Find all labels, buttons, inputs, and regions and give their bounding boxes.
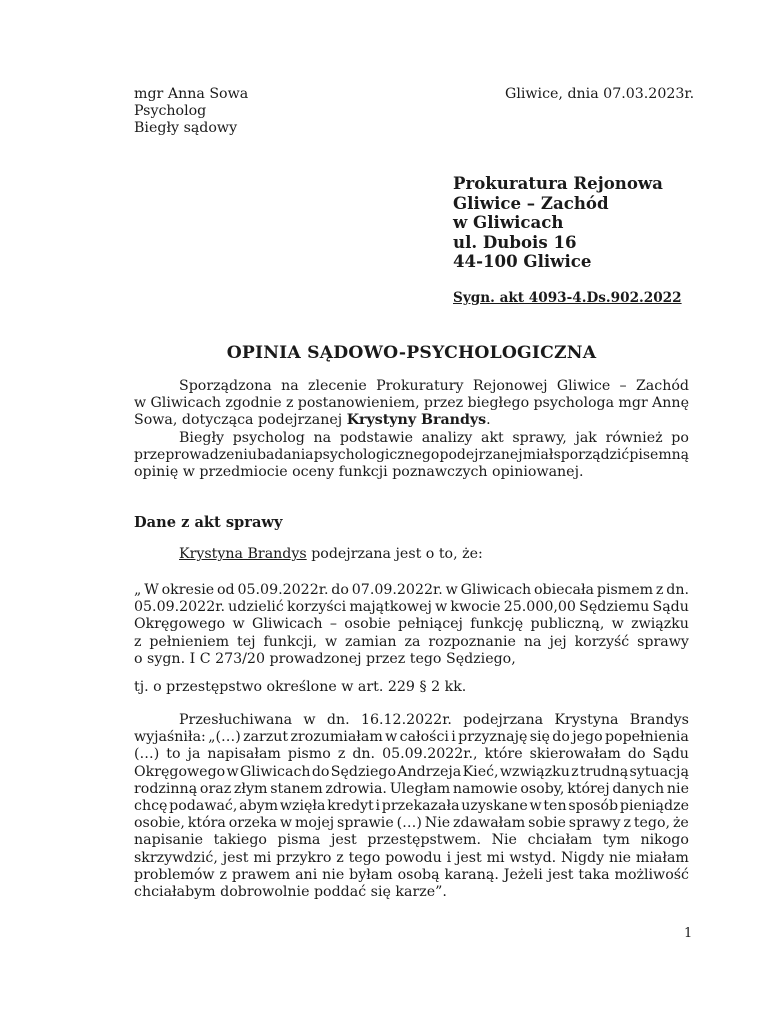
word: jej xyxy=(549,633,567,650)
word: do xyxy=(331,582,349,598)
text-run: opinię w przedmiocie oceny funkcji poznawczych opiniowanej. xyxy=(134,463,584,480)
word: z xyxy=(285,395,294,412)
word: podejrzana xyxy=(463,712,544,728)
justified-line xyxy=(134,464,689,481)
word: z xyxy=(655,582,664,598)
word: pismem xyxy=(596,582,654,598)
word: sprawy, xyxy=(512,429,567,446)
word: pismo xyxy=(287,746,331,763)
word: Sporządzona xyxy=(179,378,272,394)
word: zamian xyxy=(345,633,397,650)
word: Sędziego xyxy=(330,763,396,780)
word: karaną. xyxy=(444,866,499,883)
justified-line xyxy=(134,378,689,395)
word: Nie xyxy=(491,832,517,849)
word: – xyxy=(329,616,337,633)
word: ja xyxy=(187,746,201,763)
word: sprawy xyxy=(637,633,689,650)
word: przez xyxy=(423,395,464,412)
word: której xyxy=(567,780,610,797)
word: jest xyxy=(455,849,482,866)
word: psycholog xyxy=(232,429,305,446)
word: i xyxy=(451,729,456,746)
word: jest xyxy=(222,849,249,866)
word: Przesłuchiwana xyxy=(179,712,293,728)
word: powodu xyxy=(385,849,442,866)
word: i xyxy=(375,797,381,814)
word: ani xyxy=(295,866,318,883)
justified-line xyxy=(134,599,689,616)
justified-line xyxy=(134,616,689,633)
section-heading: Dane z akt sprawy xyxy=(134,514,283,531)
word: która xyxy=(187,815,226,832)
word: z xyxy=(336,849,344,866)
word: osobą xyxy=(397,866,440,883)
word: kwocie xyxy=(450,599,501,616)
text-run: tj. o przestępstwo określone w art. 229 § 2 kk. xyxy=(134,679,467,695)
intro-section xyxy=(134,378,689,481)
word: mojej xyxy=(294,815,335,832)
word: abym xyxy=(239,797,279,814)
word: z xyxy=(623,815,631,832)
word: 25.000,00 xyxy=(503,599,576,616)
word: takiego xyxy=(213,832,267,849)
word: pełnieniem xyxy=(149,633,230,650)
word: W xyxy=(144,582,159,598)
word: nikogo xyxy=(640,832,689,849)
word: oraz xyxy=(199,780,232,797)
word: w xyxy=(324,633,338,650)
word: Kieć, xyxy=(462,763,499,780)
word: osobie, xyxy=(134,815,185,832)
word: miał xyxy=(522,446,554,463)
word: trudną xyxy=(579,763,629,780)
word: jest xyxy=(547,866,574,883)
word: złym xyxy=(233,780,268,797)
word: Nigdy xyxy=(561,849,605,866)
justified-line xyxy=(134,712,689,729)
word: za xyxy=(404,633,421,650)
word: w xyxy=(435,599,448,616)
word: Sądu xyxy=(652,599,689,616)
word: w xyxy=(303,712,316,728)
addressee-line: Gliwice – Zachód xyxy=(453,192,609,213)
word: „(…) xyxy=(208,729,241,746)
word: pisemną xyxy=(629,446,689,463)
word: pełniącej xyxy=(397,616,463,633)
author-block xyxy=(134,86,394,138)
word: pieniądze xyxy=(619,797,689,814)
word: przekazała xyxy=(381,797,460,814)
addressee-line: Prokuratura Rejonowa xyxy=(453,173,663,193)
word: „ xyxy=(134,582,142,598)
word: sposób xyxy=(568,797,619,814)
word: Gliwicach xyxy=(251,616,323,633)
word: przykro xyxy=(276,849,332,866)
word: Prokuratury xyxy=(376,378,464,394)
word: w xyxy=(279,815,293,832)
word: dn. xyxy=(352,746,376,763)
suspect-name-bold: Krystyny Brandys xyxy=(346,412,487,429)
word: popełnienia xyxy=(604,729,689,746)
word: mi xyxy=(253,849,272,866)
word: namowie xyxy=(452,780,518,797)
word: dn. xyxy=(326,712,350,728)
word: podawać, xyxy=(169,797,238,814)
word: okresie xyxy=(161,582,215,598)
word: stanem xyxy=(270,780,323,797)
word: Gliwicach xyxy=(150,395,222,412)
addressee-line: 44-100 Gliwice xyxy=(453,251,592,271)
word: 07.09.2022r. xyxy=(351,582,443,598)
word: Rejonowej xyxy=(472,378,548,394)
word: zdrowia. xyxy=(325,780,387,797)
word: po xyxy=(671,429,689,446)
justified-line xyxy=(134,729,689,746)
word: w xyxy=(385,729,398,746)
word: funkcji, xyxy=(263,633,317,650)
suspect-line xyxy=(134,546,689,563)
word: w xyxy=(445,582,458,598)
word: obiecała xyxy=(534,582,595,598)
word: zarzut xyxy=(243,729,289,746)
word: chcę xyxy=(134,797,168,814)
word: tym xyxy=(602,832,630,849)
text-run: Sowa, dotycząca podejrzanej xyxy=(134,412,347,429)
word: danych xyxy=(612,780,665,797)
word: (…) xyxy=(396,815,422,832)
word: napisanie xyxy=(134,832,204,849)
document-title: OPINIA SĄDOWO-PSYCHOLOGICZNA xyxy=(226,343,597,363)
word: na xyxy=(281,378,299,394)
word: zrozumiałam xyxy=(290,729,383,746)
justified-line xyxy=(134,447,689,464)
word: sobie xyxy=(528,815,566,832)
word: miałam xyxy=(635,849,689,866)
word: orzeka xyxy=(228,815,278,832)
page-number: 1 xyxy=(684,926,693,941)
word: byłam xyxy=(349,866,393,883)
word: majątkowej xyxy=(349,599,432,616)
justified-line xyxy=(134,412,689,429)
word: funkcję xyxy=(470,616,524,633)
word: wstyd. xyxy=(509,849,557,866)
word: zgodnie xyxy=(225,395,282,412)
word: wzwiązku xyxy=(499,763,570,780)
word: Brandys xyxy=(629,712,689,728)
word: również xyxy=(605,429,663,446)
text-run: podejrzana jest o to, że: xyxy=(306,546,483,562)
word: psychologa xyxy=(533,395,615,412)
word: Biegły xyxy=(179,429,225,446)
addressee-line: ul. Dubois 16 xyxy=(453,231,577,252)
word: zdawałam xyxy=(453,815,526,832)
word: tej xyxy=(237,633,256,650)
word: 16.12.2022r. xyxy=(360,712,452,728)
justified-line xyxy=(134,832,689,849)
justified-line xyxy=(134,582,689,599)
word: psychologicznego xyxy=(313,446,440,463)
word: wzięła xyxy=(279,797,326,814)
word: podstawie xyxy=(339,429,414,446)
case-reference: Sygn. akt 4093-4.Ds.902.2022 xyxy=(453,290,682,306)
word: 05.09.2022r. xyxy=(237,582,329,598)
word: z xyxy=(219,866,227,883)
word: korzyść xyxy=(574,633,630,650)
word: tego xyxy=(348,849,381,866)
justified-line xyxy=(134,798,689,815)
word: analizy xyxy=(421,429,473,446)
word: tego, xyxy=(633,815,671,832)
word: z xyxy=(571,763,579,780)
word: mi xyxy=(486,849,505,866)
word: podejrzanej xyxy=(439,446,523,463)
word: rodzinną xyxy=(134,780,198,797)
word: napisałam xyxy=(207,746,281,763)
word: do xyxy=(311,763,330,780)
word: Andrzeja xyxy=(397,763,462,780)
word: na xyxy=(313,429,332,446)
word: związku xyxy=(631,616,689,633)
word: (…) xyxy=(134,746,160,763)
word: badania xyxy=(257,446,314,463)
word: do xyxy=(552,729,570,746)
word: prawem xyxy=(231,866,291,883)
word: w xyxy=(232,616,245,633)
word: Sędziemu xyxy=(579,599,650,616)
word: na xyxy=(523,633,542,650)
word: Okręgowego xyxy=(134,763,226,780)
word: w xyxy=(529,797,542,814)
word: przeprowadzeniu xyxy=(134,446,257,463)
document-date: Gliwice, dnia 07.03.2023r. xyxy=(505,86,695,102)
text-run: . xyxy=(486,412,491,429)
justified-line xyxy=(134,867,689,884)
offence-line xyxy=(134,679,689,696)
word: możliwość xyxy=(614,866,689,883)
word: wyjaśniła: xyxy=(134,729,206,746)
word: jest xyxy=(330,832,357,849)
justified-line xyxy=(134,634,689,651)
word: w xyxy=(611,616,624,633)
word: ten xyxy=(543,797,567,814)
justified-line xyxy=(134,815,689,832)
justified-line xyxy=(134,850,689,867)
author-profession: Psycholog xyxy=(134,103,207,120)
word: sprawie xyxy=(337,815,394,832)
word: jego xyxy=(572,729,603,746)
word: skrzywdzić, xyxy=(134,849,218,866)
word: nie xyxy=(322,866,345,883)
testimony-section xyxy=(134,712,689,901)
word: Zachód xyxy=(635,378,689,394)
word: osobie xyxy=(344,616,391,633)
word: Uległam xyxy=(389,780,451,797)
text-line xyxy=(134,679,689,696)
word: całości xyxy=(399,729,449,746)
word: nie xyxy=(608,849,632,866)
justified-line xyxy=(134,395,689,412)
word: Jeżeli xyxy=(503,866,543,883)
word: 05.09.2022r. xyxy=(134,599,225,616)
word: rozpoznanie xyxy=(428,633,516,650)
text-run: o sygn. I C 273/20 prowadzonej przez tego Sędziego, xyxy=(134,650,516,667)
word: mgr xyxy=(618,395,648,412)
word: osoby, xyxy=(520,780,565,797)
word: i xyxy=(446,849,452,866)
word: przyznaję xyxy=(458,729,528,746)
word: sprawy xyxy=(568,815,621,832)
justified-line xyxy=(134,746,689,763)
word: się xyxy=(529,729,550,746)
word: sporządzić xyxy=(553,446,630,463)
word: Gliwicach xyxy=(460,582,532,598)
word: chciałam xyxy=(527,832,593,849)
word: – xyxy=(619,378,627,394)
word: Krystyna xyxy=(554,712,619,728)
word: które xyxy=(484,746,523,763)
addressee-line: w Gliwicach xyxy=(453,212,564,232)
author-name: mgr Anna Sowa xyxy=(134,86,249,102)
word: przestępstwem. xyxy=(367,832,482,849)
word: jak xyxy=(575,429,597,446)
word: publiczną, xyxy=(530,616,605,633)
word: problemów xyxy=(134,866,215,883)
word: postanowieniem, xyxy=(297,395,420,412)
justified-line xyxy=(134,430,689,447)
word: 05.09.2022r., xyxy=(382,746,478,763)
suspect-name: Krystyna Brandys xyxy=(179,546,307,562)
word: korzyści xyxy=(286,599,347,616)
word: Annę xyxy=(652,395,689,412)
word: do xyxy=(627,746,646,763)
word: Gliwicach xyxy=(239,763,311,780)
charge-quote xyxy=(134,582,689,668)
word: to xyxy=(166,746,181,763)
word: w xyxy=(134,395,147,412)
addressee-block xyxy=(453,174,703,272)
author-role: Biegły sądowy xyxy=(134,120,238,137)
word: że xyxy=(672,815,689,832)
word: kredyt xyxy=(327,797,374,814)
word: dn. xyxy=(666,582,689,598)
word: akt xyxy=(480,429,504,446)
justified-line xyxy=(134,651,689,668)
justified-line xyxy=(134,884,689,901)
word: nie xyxy=(666,780,689,797)
justified-line xyxy=(134,764,689,781)
word: pisma xyxy=(277,832,321,849)
word: Gliwice xyxy=(556,378,611,394)
word: skierowałam xyxy=(529,746,621,763)
text-run: chciałabym dobrowolnie poddać się karze”. xyxy=(134,883,447,900)
word: z xyxy=(337,746,346,763)
word: z xyxy=(134,633,142,650)
word: Okręgowego xyxy=(134,616,226,633)
word: uzyskane xyxy=(461,797,528,814)
justified-line xyxy=(134,781,689,798)
word: sytuacją xyxy=(629,763,689,780)
word: taka xyxy=(578,866,610,883)
word: zlecenie xyxy=(307,378,367,394)
word: Sądu xyxy=(652,746,689,763)
word: udzielić xyxy=(228,599,284,616)
word: od xyxy=(217,582,235,598)
word: w xyxy=(226,763,239,780)
text-line xyxy=(134,546,689,563)
word: biegłego xyxy=(467,395,530,412)
word: Nie xyxy=(424,815,451,832)
